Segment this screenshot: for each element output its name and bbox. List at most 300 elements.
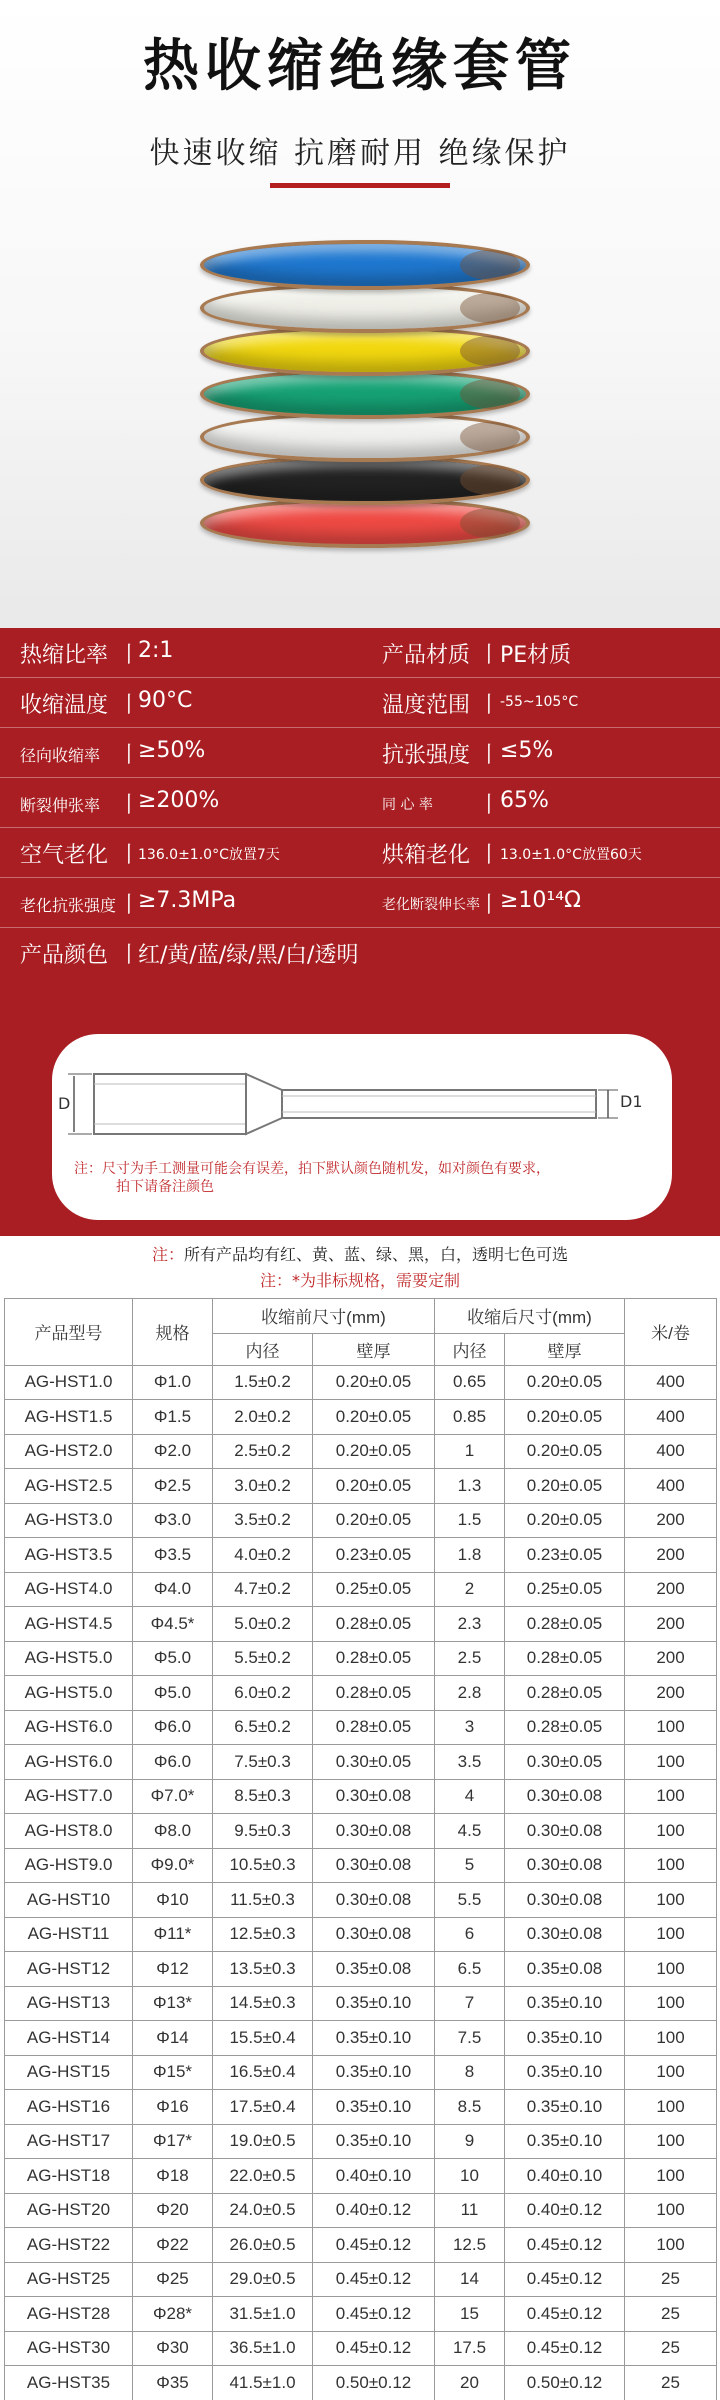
table-cell: 3.5±0.2	[213, 1503, 313, 1538]
table-cell: 0.25±0.05	[313, 1572, 435, 1607]
reel-4	[200, 412, 530, 462]
spec-separator: 丨	[478, 643, 501, 668]
diagram-note-line2: 拍下请备注颜色	[116, 1179, 214, 1195]
spec-label: 径向收缩率	[20, 746, 101, 765]
table-cell: 4.0±0.2	[213, 1538, 313, 1573]
table-cell: AG-HST9.0	[5, 1848, 133, 1883]
table-cell: 2.0±0.2	[213, 1400, 313, 1435]
table-cell: 0.28±0.05	[313, 1607, 435, 1642]
table-cell: 0.25±0.05	[505, 1572, 625, 1607]
spec-value: ≥50%	[138, 738, 206, 763]
table-cell: AG-HST11	[5, 1917, 133, 1952]
table-cell: 400	[625, 1434, 717, 1469]
reel-5	[200, 455, 530, 505]
table-cell: AG-HST30	[5, 2331, 133, 2366]
table-cell: 14.5±0.3	[213, 1986, 313, 2021]
spec-value: 红/黄/蓝/绿/黑/白/透明	[138, 943, 359, 968]
label-d1: D1	[620, 1092, 643, 1111]
table-cell: Φ8.0	[133, 1814, 213, 1849]
table-cell: Φ6.0	[133, 1710, 213, 1745]
table-cell: 6.0±0.2	[213, 1676, 313, 1711]
table-cell: 0.30±0.08	[505, 1848, 625, 1883]
th-before: 收缩前尺寸(mm)	[213, 1299, 435, 1334]
table-cell: 0.35±0.10	[505, 1986, 625, 2021]
table-cell: Φ12	[133, 1952, 213, 1987]
table-cell: 10	[435, 2159, 505, 2194]
table-row	[5, 1607, 717, 1642]
table-cell: 22.0±0.5	[213, 2159, 313, 2194]
table-cell: 0.45±0.12	[505, 2262, 625, 2297]
spec-value: 13.0±1.0°C放置60天	[500, 847, 642, 863]
table-cell: 29.0±0.5	[213, 2262, 313, 2297]
spec-label: 空气老化	[20, 843, 109, 868]
table-cell: 0.50±0.12	[505, 2366, 625, 2400]
table-cell: 20	[435, 2366, 505, 2400]
table-cell: 0.45±0.12	[505, 2331, 625, 2366]
th-length: 米/卷	[625, 1299, 717, 1366]
table-row	[5, 1400, 717, 1435]
table-cell: 0.28±0.05	[505, 1710, 625, 1745]
table-cell: 0.28±0.05	[313, 1710, 435, 1745]
label-d: D	[58, 1094, 71, 1113]
table-cell: 0.45±0.12	[313, 2297, 435, 2332]
table-cell: 2.8	[435, 1676, 505, 1711]
table-row	[5, 1365, 717, 1400]
table-cell: AG-HST16	[5, 2090, 133, 2125]
dimension-diagram	[52, 1034, 672, 1220]
table-cell: 100	[625, 2124, 717, 2159]
table-cell: 6.5	[435, 1952, 505, 1987]
spec-separator: 丨	[478, 743, 501, 768]
table-cell: 100	[625, 2228, 717, 2263]
table-cell: AG-HST8.0	[5, 1814, 133, 1849]
table-cell: 0.20±0.05	[505, 1469, 625, 1504]
th-inner-after: 内径	[435, 1333, 505, 1365]
table-cell: 9	[435, 2124, 505, 2159]
spec-label: 热缩比率	[20, 643, 109, 668]
table-cell: AG-HST20	[5, 2193, 133, 2228]
table-cell: Φ3.5	[133, 1538, 213, 1573]
table-cell: 0.35±0.10	[313, 2055, 435, 2090]
table-cell: Φ5.0	[133, 1641, 213, 1676]
table-row	[5, 1745, 717, 1780]
table-cell: 2.5±0.2	[213, 1434, 313, 1469]
table-cell: AG-HST2.0	[5, 1434, 133, 1469]
table-cell: 0.45±0.12	[505, 2228, 625, 2263]
table-notes	[0, 1236, 720, 1294]
table-cell: Φ2.0	[133, 1434, 213, 1469]
hero-banner	[0, 0, 720, 628]
table-cell: 100	[625, 1745, 717, 1780]
table-cell: 0.20±0.05	[313, 1469, 435, 1504]
table-cell: 200	[625, 1572, 717, 1607]
table-row	[5, 1848, 717, 1883]
table-cell: 2.3	[435, 1607, 505, 1642]
table-row	[5, 2193, 717, 2228]
page-subtitle: 快速收缩 抗磨耐用 绝缘保护	[149, 136, 571, 171]
reel-2	[200, 326, 530, 376]
spec-separator: 丨	[118, 943, 141, 968]
spec-separator: 丨	[478, 843, 501, 868]
table-cell: 16.5±0.4	[213, 2055, 313, 2090]
table-cell: 100	[625, 1710, 717, 1745]
spec-label: 产品颜色	[20, 943, 109, 968]
table-cell: 100	[625, 1917, 717, 1952]
table-cell: Φ22	[133, 2228, 213, 2263]
table-cell: 100	[625, 1779, 717, 1814]
table-row	[5, 1538, 717, 1573]
table-note-custom: 注：*为非标规格，需要定制	[259, 1271, 461, 1290]
table-cell: 5.0±0.2	[213, 1607, 313, 1642]
table-cell: Φ28*	[133, 2297, 213, 2332]
table-cell: 200	[625, 1641, 717, 1676]
table-cell: Φ20	[133, 2193, 213, 2228]
spec-value: ≥10¹⁴Ω	[500, 888, 581, 913]
table-cell: 0.28±0.05	[505, 1641, 625, 1676]
table-cell: Φ9.0*	[133, 1848, 213, 1883]
table-cell: 0.20±0.05	[313, 1365, 435, 1400]
table-cell: 14	[435, 2262, 505, 2297]
table-cell: Φ10	[133, 1883, 213, 1918]
table-row	[5, 1503, 717, 1538]
spec-value: ≤5%	[500, 738, 554, 763]
table-row	[5, 1986, 717, 2021]
table-cell: 36.5±1.0	[213, 2331, 313, 2366]
spec-value: 136.0±1.0°C放置7天	[138, 847, 280, 863]
spec-value: ≥7.3MPa	[138, 888, 237, 913]
table-row	[5, 2366, 717, 2400]
table-cell: 400	[625, 1400, 717, 1435]
spec-label: 断裂伸张率	[20, 796, 101, 815]
table-cell: 17.5±0.4	[213, 2090, 313, 2125]
table-cell: 200	[625, 1503, 717, 1538]
table-cell: 3.5	[435, 1745, 505, 1780]
table-cell: AG-HST5.0	[5, 1676, 133, 1711]
table-cell: 15	[435, 2297, 505, 2332]
table-cell: Φ3.0	[133, 1503, 213, 1538]
table-cell: Φ5.0	[133, 1676, 213, 1711]
th-after: 收缩后尺寸(mm)	[435, 1299, 625, 1334]
tube-before-shape	[94, 1074, 246, 1134]
table-cell: AG-HST25	[5, 2262, 133, 2297]
spec-panel	[0, 628, 720, 1236]
table-cell: Φ1.5	[133, 1400, 213, 1435]
spec-row	[0, 678, 720, 728]
spec-separator: 丨	[118, 693, 141, 718]
table-cell: 100	[625, 2159, 717, 2194]
table-cell: 2.5	[435, 1641, 505, 1676]
table-cell: 7.5	[435, 2021, 505, 2056]
table-cell: 100	[625, 1952, 717, 1987]
title-divider	[270, 183, 450, 188]
table-cell: 0.20±0.05	[313, 1400, 435, 1435]
table-cell: AG-HST3.5	[5, 1538, 133, 1573]
table-cell: 100	[625, 1814, 717, 1849]
reel-3	[200, 369, 530, 419]
table-cell: 0.40±0.10	[505, 2159, 625, 2194]
table-cell: Φ2.5	[133, 1469, 213, 1504]
spec-label: 温度范围	[382, 693, 471, 718]
table-cell: Φ6.0	[133, 1745, 213, 1780]
table-cell: 100	[625, 2055, 717, 2090]
table-row	[5, 1469, 717, 1504]
spec-row	[0, 628, 720, 678]
table-row	[5, 1814, 717, 1849]
table-cell: AG-HST28	[5, 2297, 133, 2332]
table-cell: 200	[625, 1607, 717, 1642]
table-cell: 25	[625, 2366, 717, 2400]
spec-row	[0, 778, 720, 828]
table-row	[5, 1917, 717, 1952]
table-cell: 0.40±0.10	[313, 2159, 435, 2194]
table-row	[5, 1676, 717, 1711]
table-cell: 0.30±0.08	[313, 1779, 435, 1814]
table-cell: 8.5±0.3	[213, 1779, 313, 1814]
table-cell: 9.5±0.3	[213, 1814, 313, 1849]
reel-0	[200, 240, 530, 290]
table-cell: Φ16	[133, 2090, 213, 2125]
table-cell: AG-HST4.5	[5, 1607, 133, 1642]
table-row	[5, 2055, 717, 2090]
spec-separator: 丨	[118, 743, 141, 768]
table-cell: 1.5±0.2	[213, 1365, 313, 1400]
diagram-note-line1: 注：尺寸为手工测量可能会有误差，拍下默认颜色随机发，如对颜色有要求，	[74, 1161, 550, 1177]
table-row	[5, 2021, 717, 2056]
table-cell: Φ14	[133, 2021, 213, 2056]
table-cell: Φ4.5*	[133, 1607, 213, 1642]
table-cell: 0.30±0.08	[505, 1814, 625, 1849]
spec-row	[0, 878, 720, 928]
table-cell: 0.85	[435, 1400, 505, 1435]
table-row	[5, 2124, 717, 2159]
spec-label: 同 心 率	[382, 797, 433, 813]
table-cell: AG-HST1.0	[5, 1365, 133, 1400]
table-cell: Φ11*	[133, 1917, 213, 1952]
table-cell: 100	[625, 1883, 717, 1918]
table-cell: 0.30±0.08	[505, 1779, 625, 1814]
spec-label: 老化断裂伸长率	[382, 897, 480, 913]
tube-after-shape	[282, 1090, 596, 1118]
table-cell: 0.30±0.08	[313, 1814, 435, 1849]
spec-separator: 丨	[118, 793, 141, 818]
table-cell: 0.28±0.05	[505, 1607, 625, 1642]
spec-value: 90°C	[138, 688, 193, 713]
table-row	[5, 2331, 717, 2366]
table-cell: 0.28±0.05	[505, 1676, 625, 1711]
spec-label: 产品材质	[382, 643, 471, 668]
table-cell: 5.5±0.2	[213, 1641, 313, 1676]
table-cell: 0.30±0.05	[505, 1745, 625, 1780]
spec-value: ≥200%	[138, 788, 220, 813]
table-cell: 31.5±1.0	[213, 2297, 313, 2332]
table-cell: 400	[625, 1469, 717, 1504]
table-cell: 5	[435, 1848, 505, 1883]
table-cell: AG-HST14	[5, 2021, 133, 2056]
table-cell: AG-HST7.0	[5, 1779, 133, 1814]
table-cell: 0.45±0.12	[313, 2228, 435, 2263]
table-cell: AG-HST4.0	[5, 1572, 133, 1607]
table-cell: AG-HST15	[5, 2055, 133, 2090]
table-cell: 0.40±0.12	[313, 2193, 435, 2228]
table-cell: Φ1.0	[133, 1365, 213, 1400]
table-cell: 25	[625, 2331, 717, 2366]
spec-value: -55~105°C	[500, 694, 579, 710]
table-cell: 15.5±0.4	[213, 2021, 313, 2056]
table-cell: 0.35±0.10	[505, 2090, 625, 2125]
th-model: 产品型号	[5, 1299, 133, 1366]
table-cell: Φ4.0	[133, 1572, 213, 1607]
table-cell: 12.5±0.3	[213, 1917, 313, 1952]
spec-separator: 丨	[478, 793, 501, 818]
table-cell: 6.5±0.2	[213, 1710, 313, 1745]
table-row	[5, 2297, 717, 2332]
table-cell: Φ17*	[133, 2124, 213, 2159]
table-cell: Φ13*	[133, 1986, 213, 2021]
spec-row	[0, 828, 720, 878]
table-cell: 1.5	[435, 1503, 505, 1538]
th-wall-after: 壁厚	[505, 1333, 625, 1365]
table-cell: AG-HST1.5	[5, 1400, 133, 1435]
table-cell: 0.35±0.08	[313, 1952, 435, 1987]
spec-value: PE材质	[500, 643, 572, 668]
table-row	[5, 1710, 717, 1745]
table-cell: 0.30±0.08	[313, 1883, 435, 1918]
table-cell: 0.23±0.05	[313, 1538, 435, 1573]
table-cell: 0.28±0.05	[313, 1641, 435, 1676]
table-cell: 25	[625, 2297, 717, 2332]
table-cell: 400	[625, 1365, 717, 1400]
table-row	[5, 1883, 717, 1918]
table-row	[5, 2159, 717, 2194]
table-cell: 0.20±0.05	[505, 1400, 625, 1435]
table-cell: 2	[435, 1572, 505, 1607]
table-cell: 41.5±1.0	[213, 2366, 313, 2400]
table-cell: 0.28±0.05	[313, 1676, 435, 1711]
table-row	[5, 1434, 717, 1469]
table-row	[5, 2228, 717, 2263]
table-cell: 0.45±0.12	[313, 2331, 435, 2366]
th-spec: 规格	[133, 1299, 213, 1366]
table-cell: 1	[435, 1434, 505, 1469]
table-cell: AG-HST2.5	[5, 1469, 133, 1504]
spec-row-color	[0, 928, 720, 978]
table-cell: 13.5±0.3	[213, 1952, 313, 1987]
table-cell: Φ30	[133, 2331, 213, 2366]
table-cell: 0.30±0.08	[505, 1883, 625, 1918]
table-cell: 100	[625, 2193, 717, 2228]
table-cell: 0.65	[435, 1365, 505, 1400]
spec-label: 烘箱老化	[382, 843, 471, 868]
table-cell: AG-HST22	[5, 2228, 133, 2263]
table-cell: 3	[435, 1710, 505, 1745]
table-cell: 4	[435, 1779, 505, 1814]
table-cell: 1.3	[435, 1469, 505, 1504]
table-cell: 12.5	[435, 2228, 505, 2263]
table-cell: 26.0±0.5	[213, 2228, 313, 2263]
spec-separator: 丨	[118, 893, 141, 918]
table-cell: AG-HST3.0	[5, 1503, 133, 1538]
table-cell: 6	[435, 1917, 505, 1952]
spec-separator: 丨	[478, 893, 501, 918]
table-cell: AG-HST35	[5, 2366, 133, 2400]
table-cell: 19.0±0.5	[213, 2124, 313, 2159]
table-cell: 11.5±0.3	[213, 1883, 313, 1918]
table-cell: 100	[625, 2090, 717, 2125]
table-cell: 11	[435, 2193, 505, 2228]
table-cell: 0.35±0.10	[313, 1986, 435, 2021]
spec-label: 老化抗张强度	[20, 896, 117, 915]
spec-label: 收缩温度	[20, 693, 109, 718]
table-cell: 8.5	[435, 2090, 505, 2125]
table-row	[5, 1641, 717, 1676]
spec-separator: 丨	[118, 643, 141, 668]
table-cell: 200	[625, 1538, 717, 1573]
table-cell: 100	[625, 2021, 717, 2056]
table-cell: 0.35±0.08	[505, 1952, 625, 1987]
table-cell: 0.35±0.10	[505, 2124, 625, 2159]
table-cell: Φ25	[133, 2262, 213, 2297]
table-row	[5, 2262, 717, 2297]
table-cell: 0.30±0.08	[505, 1917, 625, 1952]
table-cell: 0.45±0.12	[313, 2262, 435, 2297]
table-cell: 10.5±0.3	[213, 1848, 313, 1883]
table-cell: 100	[625, 1986, 717, 2021]
table-cell: AG-HST17	[5, 2124, 133, 2159]
table-note-colors: 注：所有产品均有红、黄、蓝、绿、黑，白，透明七色可选	[151, 1245, 569, 1264]
table-row	[5, 1572, 717, 1607]
spec-separator: 丨	[118, 843, 141, 868]
table-cell: 24.0±0.5	[213, 2193, 313, 2228]
spec-label: 抗张强度	[382, 743, 471, 768]
table-row	[5, 2090, 717, 2125]
table-cell: 0.20±0.05	[505, 1365, 625, 1400]
table-cell: 0.20±0.05	[313, 1503, 435, 1538]
table-row	[5, 1952, 717, 1987]
table-cell: Φ7.0*	[133, 1779, 213, 1814]
table-cell: 0.50±0.12	[313, 2366, 435, 2400]
table-cell: 4.5	[435, 1814, 505, 1849]
table-cell: 0.35±0.10	[313, 2090, 435, 2125]
table-cell: 0.20±0.05	[313, 1434, 435, 1469]
table-cell: 17.5	[435, 2331, 505, 2366]
table-cell: 3.0±0.2	[213, 1469, 313, 1504]
table-cell: Φ15*	[133, 2055, 213, 2090]
table-cell: 0.30±0.08	[313, 1848, 435, 1883]
product-image-reels	[190, 240, 540, 590]
table-cell: 7.5±0.3	[213, 1745, 313, 1780]
table-cell: AG-HST10	[5, 1883, 133, 1918]
th-inner-before: 内径	[213, 1333, 313, 1365]
table-cell: Φ18	[133, 2159, 213, 2194]
table-cell: 0.35±0.10	[505, 2021, 625, 2056]
table-cell: 200	[625, 1676, 717, 1711]
table-cell: 0.45±0.12	[505, 2297, 625, 2332]
table-cell: 0.23±0.05	[505, 1538, 625, 1573]
table-cell: 25	[625, 2262, 717, 2297]
table-cell: 0.20±0.05	[505, 1503, 625, 1538]
spec-value: 65%	[500, 788, 549, 813]
reel-1	[200, 283, 530, 333]
table-cell: AG-HST6.0	[5, 1710, 133, 1745]
table-cell: Φ35	[133, 2366, 213, 2400]
table-cell: AG-HST12	[5, 1952, 133, 1987]
table-cell: AG-HST13	[5, 1986, 133, 2021]
table-cell: AG-HST6.0	[5, 1745, 133, 1780]
page-title: 热收缩绝缘套管	[143, 34, 577, 99]
table-cell: AG-HST18	[5, 2159, 133, 2194]
spec-table	[4, 1298, 717, 2400]
th-wall-before: 壁厚	[313, 1333, 435, 1365]
